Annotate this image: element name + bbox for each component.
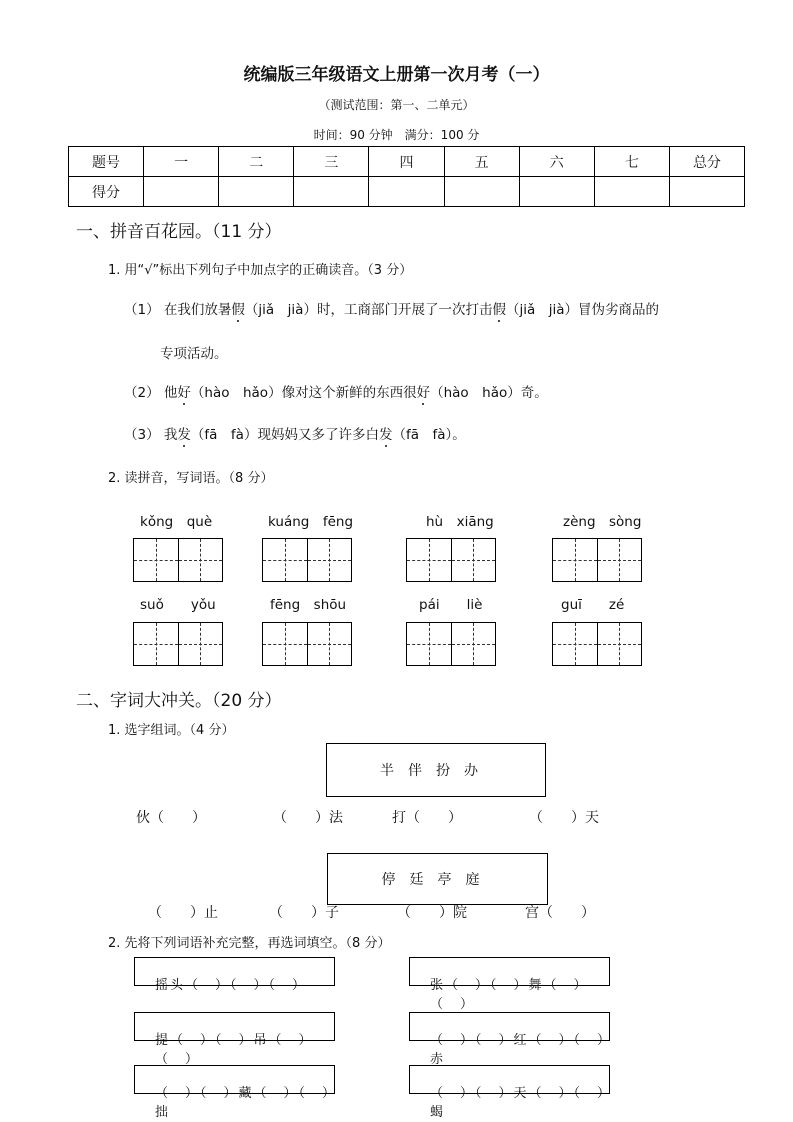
- score-cell: 一: [144, 147, 219, 177]
- score-table: [68, 146, 745, 207]
- item-number: （2）: [124, 385, 160, 401]
- q2-prompt: 2. 读拼音，写词语。（8 分）: [108, 471, 274, 486]
- section-1-title: 一、拼音百花园。（11 分）: [76, 222, 282, 242]
- idiom-text: 张（ ）（ ）舞（ ）（ ）: [430, 978, 589, 1012]
- sentence-text: 在我们放暑: [163, 302, 232, 318]
- pinyin-label: hù xiāng: [426, 514, 494, 530]
- fill-blank[interactable]: （ ）法: [273, 810, 343, 826]
- fill-blank[interactable]: 伙（ ）: [136, 810, 206, 826]
- score-entry-cell[interactable]: [219, 177, 294, 207]
- character-choice-box: 半伴扮办: [326, 743, 546, 797]
- score-cell: 七: [594, 147, 669, 177]
- sentence-text: 他: [163, 385, 178, 401]
- tianzige-grid[interactable]: [133, 538, 223, 582]
- fill-blank[interactable]: （ ）院: [397, 905, 467, 921]
- dotted-char: 发: [379, 423, 393, 443]
- idiom-completion-box[interactable]: [134, 957, 335, 993]
- idiom-text: （ ）（ ）藏（ ）（ ）拙: [155, 1086, 331, 1120]
- dotted-char: 假: [231, 298, 245, 318]
- q1-item-3: [124, 423, 466, 443]
- idiom-completion-box[interactable]: [134, 1065, 335, 1120]
- dotted-char: 发: [177, 423, 191, 443]
- s2-q1-prompt: 1. 选字组词。（4 分）: [108, 723, 235, 738]
- pinyin-label: zèng sòng: [563, 514, 642, 530]
- sentence-text[interactable]: （jiǎ jià）冒伪劣商品的: [505, 302, 660, 318]
- pinyin-label: pái liè: [419, 597, 483, 613]
- section-2-title: 二、字词大冲关。（20 分）: [76, 691, 282, 711]
- score-entry-cell[interactable]: [144, 177, 219, 207]
- score-cell: 五: [444, 147, 519, 177]
- score-entry-cell[interactable]: [444, 177, 519, 207]
- tianzige-grid[interactable]: [552, 622, 642, 666]
- item-number: （3）: [124, 427, 160, 443]
- score-entry-cell[interactable]: [519, 177, 594, 207]
- tianzige-grid[interactable]: [552, 538, 642, 582]
- score-cell: 题号: [69, 147, 144, 177]
- score-table-header-row: [69, 147, 745, 177]
- score-cell: 二: [219, 147, 294, 177]
- score-cell: 三: [294, 147, 369, 177]
- idiom-completion-box[interactable]: [409, 1012, 610, 1067]
- time-score-info: 时间：90 分钟 满分：100 分: [313, 128, 480, 142]
- idiom-completion-box[interactable]: [409, 957, 610, 1012]
- idiom-completion-box[interactable]: [409, 1065, 610, 1120]
- page-title: 统编版三年级语文上册第一次月考（一）: [243, 65, 550, 85]
- tianzige-grid[interactable]: [133, 622, 223, 666]
- sentence-text[interactable]: （fā fà）。: [392, 427, 466, 443]
- pinyin-label: suǒ yǒu: [140, 597, 216, 613]
- sentence-text[interactable]: （hào hǎo）奇。: [430, 385, 548, 401]
- score-cell: 得分: [69, 177, 144, 207]
- pinyin-label: guī zé: [561, 597, 625, 613]
- fill-blank[interactable]: （ ）止: [148, 905, 218, 921]
- sentence-text[interactable]: （hào hǎo）像对这个新鲜的东西很: [190, 385, 417, 401]
- s2-q2-prompt: 2. 先将下列词语补充完整，再选词填空。（8 分）: [108, 936, 391, 951]
- score-entry-cell[interactable]: [369, 177, 444, 207]
- q1-item-1: [124, 298, 659, 318]
- pinyin-label: kǒng què: [140, 514, 213, 530]
- score-cell: 四: [369, 147, 444, 177]
- tianzige-grid[interactable]: [262, 622, 352, 666]
- pinyin-label: kuáng fēng: [268, 514, 354, 530]
- q1-item-1-line2: 专项活动。: [160, 346, 228, 362]
- q1-item-2: [124, 381, 548, 401]
- sentence-text[interactable]: （jiǎ jià）时，工商部门开展了一次打击: [244, 302, 493, 318]
- q1-prompt: 1. 用“√”标出下列句子中加点字的正确读音。（3 分）: [108, 263, 413, 278]
- tianzige-grid[interactable]: [262, 538, 352, 582]
- sentence-text: 我: [163, 427, 178, 443]
- dotted-char: 好: [417, 381, 431, 401]
- item-number: （1）: [124, 302, 160, 318]
- score-cell: 总分: [669, 147, 744, 177]
- dotted-char: 好: [177, 381, 191, 401]
- tianzige-grid[interactable]: [406, 622, 496, 666]
- tianzige-grid[interactable]: [406, 538, 496, 582]
- score-cell: 六: [519, 147, 594, 177]
- fill-blank[interactable]: 宫（ ）: [525, 905, 595, 921]
- sentence-text[interactable]: （fā fà）现妈妈又多了许多白: [190, 427, 379, 443]
- score-entry-cell[interactable]: [594, 177, 669, 207]
- dotted-char: 假: [492, 298, 506, 318]
- fill-blank[interactable]: （ ）子: [269, 905, 339, 921]
- test-scope: （测试范围：第一、二单元）: [318, 98, 475, 112]
- idiom-completion-box[interactable]: [134, 1012, 335, 1067]
- character-choice-box: 停廷亭庭: [327, 853, 548, 905]
- pinyin-label: fēng shōu: [270, 597, 347, 613]
- score-table-score-row: [69, 177, 745, 207]
- score-entry-cell[interactable]: [294, 177, 369, 207]
- idiom-text: 提（ ）（ ）吊（ ）（ ）: [155, 1033, 314, 1067]
- idiom-text: 摇头（ ）（ ）（ ）: [155, 978, 308, 993]
- fill-blank[interactable]: 打（ ）: [392, 810, 462, 826]
- idiom-text: （ ）（ ）红（ ）（ ）赤: [430, 1033, 606, 1067]
- idiom-text: （ ）（ ）天（ ）（ ）蝎: [430, 1086, 606, 1120]
- fill-blank[interactable]: （ ）天: [529, 810, 599, 826]
- score-entry-cell[interactable]: [669, 177, 744, 207]
